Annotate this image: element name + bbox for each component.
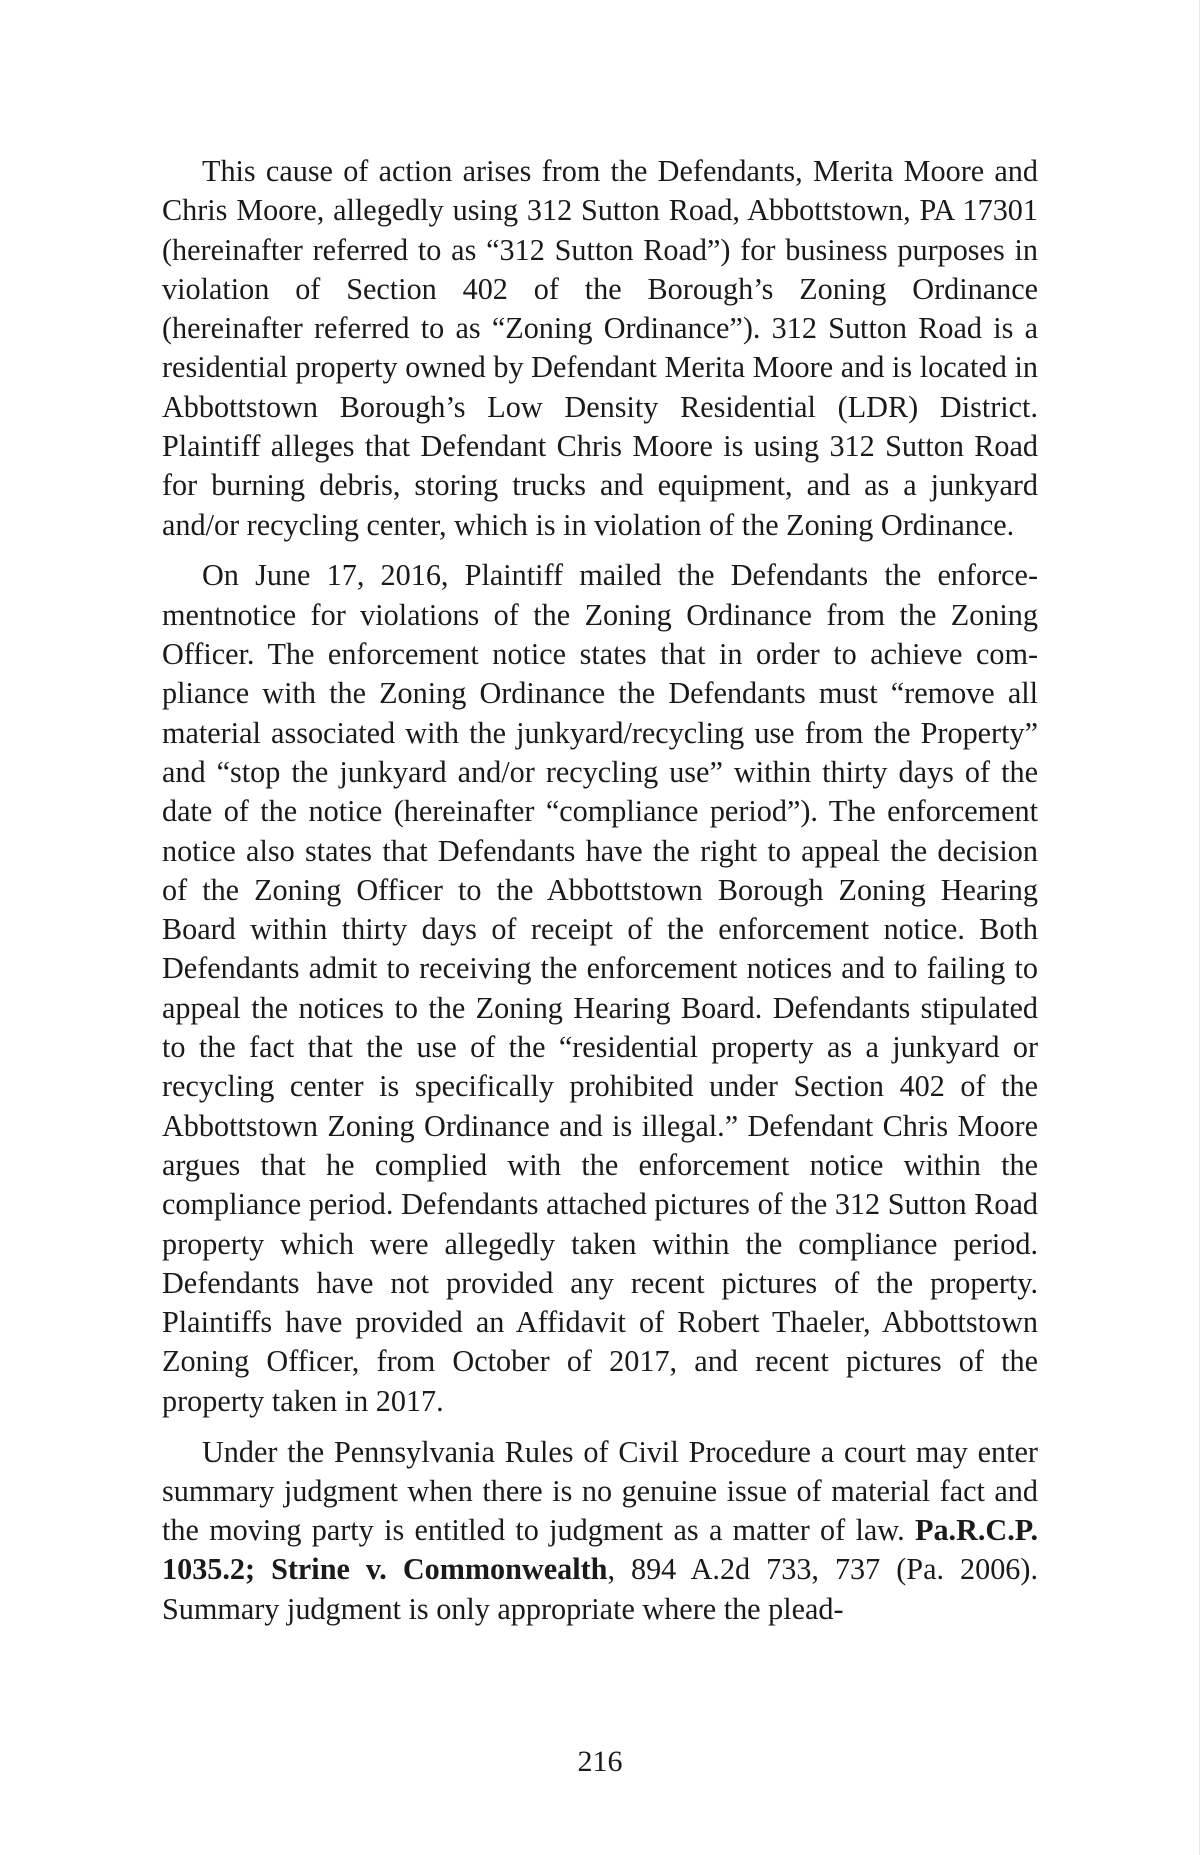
paragraph-3-continuation: , 894 A.2d 733, 737 (Pa. 2006). Summary judgment is only appropriate where the plead- (162, 1552, 1038, 1626)
case-citation: Pa.R.C.P. 1035.2; Strine v. Commonwealth (162, 1513, 1038, 1587)
page-number: 216 (577, 1745, 623, 1778)
body-text (162, 152, 1038, 1640)
paragraph-1: This cause of action arises from the Defendants, Merita Moore and Chris Moore, allegedly using 312 Sutton Road, Abbottstown, PA 17301 (hereinafter referred to as “312 Sutton Road”) for business purposes in violation of Section 402 of the Borough’s Zoning Ordinance (hereinafter referred to as “Zoning Ordinance”). 312 Sutton Road is a residential property owned by Defendant Merita Moore and is located in Abbottstown Borough’s Low Density Residential (LDR) District. Plaintiff alleges that Defendant Chris Moore is using 312 Sutton Road for burning debris, storing trucks and equipment, and as a junkyard and/or recycling center, which is in violation of the Zoning Ordinance. (162, 154, 1038, 542)
paragraph-3 (162, 1433, 1038, 1629)
paragraph-2: On June 17, 2016, Plaintiff mailed the Defendants the enforcementnotice for violations of the Zoning Ordinance from the Zoning Officer. The enforcement notice states that in order to achieve compliance with the Zoning Ordinance the Defendants must “remove all material associated with the junkyard/recycling use from the Property” and “stop the junkyard and/or recycling use” within thirty days of the date of the notice (hereinafter “compliance period”). The enforcement notice also states that Defendants have the right to appeal the decision of the Zoning Officer to the Abbottstown Borough Zoning Hearing Board within thirty days of receipt of the enforcement notice. Both Defendants admit to receiving the enforcement notices and to failing to appeal the notices to the Zoning Hearing Board. Defendants stipulated to the fact that the use of the “residential property as a junkyard or recycling center is specifically prohibited under Section 402 of the Abbottstown Zoning Ordinance and is illegal.” Defendant Chris Moore argues that he complied with the enforcement notice within the compliance period. Defendants attached pictures of the 312 Sutton Road property which were allegedly taken within the compliance period. Defendants have not provided any recent pictures of the property. Plaintiffs have provided an Affidavit of Robert Thaeler, Abbottstown Zoning Officer, from October of 2017, and recent pictures of the property taken in 2017. (162, 558, 1038, 1418)
paragraph-3-text: Under the Pennsylvania Rules of Civil Procedure a court may enter summary judgment when there is no genuine issue of material fact and the moving party is entitled to judgment as a matter of law. (162, 1434, 1038, 1548)
